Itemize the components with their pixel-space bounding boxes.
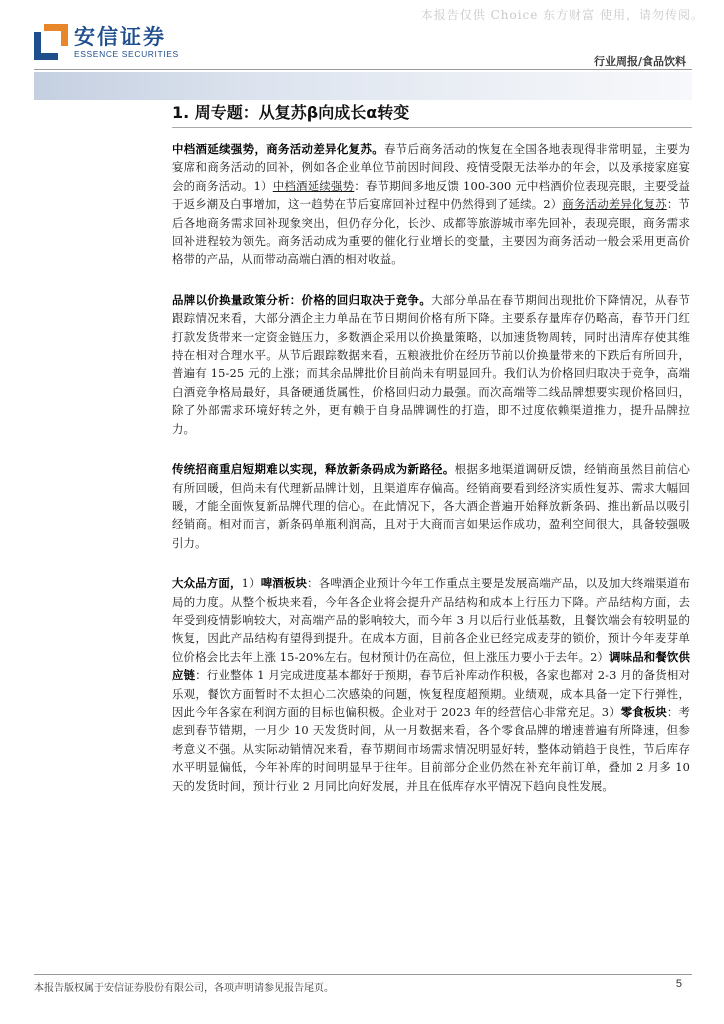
paragraph xyxy=(172,460,690,552)
page-number: 5 xyxy=(675,978,682,990)
footer-disclaimer: 本报告版权属于安信证券股份有限公司，各项声明请参见报告尾页。 xyxy=(34,983,334,994)
watermark: 本报告仅供 Choice 东方财富 使用，请勿传阅。 xyxy=(420,8,704,22)
footer-divider xyxy=(34,974,692,975)
paragraph-lead: 传统招商重启短期难以实现，释放新条码成为新路径。 xyxy=(172,462,455,477)
bold-phrase: 啤酒板块 xyxy=(260,576,308,591)
paragraph xyxy=(172,291,690,438)
paragraph-text: ：节后各地商务需求回补现象突出，但仍存分化，长沙、成都等旅游城市率先回补，表现亮眼，商务需求回补进程较为领先。商务活动成为重要的催化行业增长的变量，主要因为商务活动一般会采用更高价格带的产品，从而带动高端白酒的相对收益。 xyxy=(172,197,690,267)
bold-phrase: 调味品和餐饮供应链 xyxy=(172,649,690,683)
title-band xyxy=(34,72,692,100)
paragraph-text: 1） xyxy=(241,576,261,591)
paragraph-text: 根据多地渠道调研反馈，经销商虽然目前信心有所回暖，但尚未有代理新品牌计划，且渠道库存偏高。经销商要看到经济实质性复苏、需求大幅回暖，才能全面恢复新品牌代理的信心。在此情况下，各大酒企普遍开始释放新条码、推出新品以吸引经销商。相对而言，新条码单瓶利润高，且对于大商而言如果运作成功，盈利空间很大，具备较强吸引力。 xyxy=(172,462,690,550)
paragraph xyxy=(172,140,690,269)
paragraph-lead: 中档酒延续强势，商务活动差异化复苏。 xyxy=(172,142,385,156)
logo-name-en: ESSENCE SECURITIES xyxy=(74,48,179,59)
paragraph-lead: 大众品方面， xyxy=(172,576,242,591)
report-type: 行业周报/食品饮料 xyxy=(593,55,686,68)
paragraph-text: ：春节期间多地反馈 100-300 元中档酒价位表现亮眼，主要受益于返乡潮及白事增加，这一趋势在节后宴席回补过程中仍然得到了延续。2） xyxy=(172,178,690,212)
paragraph xyxy=(172,574,690,795)
paragraph-text: ：考虑到春节错期，一月少 10 天发货时间，从一月数据来看，各个零食品牌的增速普遍有所降速，但参考意义不强。从实际动销情况来看，春节期间市场需求情况明显好转，整体动销趋于良性，节后库存水平明显偏低，今年补库的时间明显早于往年。目前部分企业仍然在补充年前订单，叠加 2 月多 10 天的发货时间，预计行业 2 月同比向好发展，并且在低库存水平情况下趋向良性发展。 xyxy=(172,704,690,793)
section-title-divider xyxy=(172,127,692,128)
paragraph-lead: 品牌以价换量政策分析：价格的回归取决于竞争。 xyxy=(172,292,432,307)
paragraph-text: 大部分单品在春节期间出现批价下降情况，从春节跟踪情况来看，大部分酒企主力单品在节日期间价格有所下降。主要系存量库存仍略高，春节开门红打款发货带来一定资金链压力，多数酒企采用以价换量策略，以加速货物周转，同时出清库存使其维持在相对合理水平。从节后跟踪数据来看，五粮液批价在经历节前以价换量带来的下跌后有所回升，普遍有 15-25 元的上涨；而其余品牌批价目前尚未有明显回升。我们认为价格回归取决于竞争，高端白酒竞争格局最好，具备硬通货属性，价格回归动力最强。而次高端等二线品牌想要实现价格回归，除了外部需求环境好转之外，更有赖于自身品牌调性的打造，即不过度依赖渠道推力，提升品牌拉力。 xyxy=(172,292,690,436)
underlined-phrase: 商务活动差异化复苏 xyxy=(562,197,667,212)
section-title: 1. 周专题：从复苏β向成长α转变 xyxy=(172,103,410,122)
paragraph-text: ：各啤酒企业预计今年工作重点主要是发展高端产品，以及加大终端渠道布局的力度。从整个板块来看，今年各企业将会提升产品结构和成本上行压力下降。产品结构方面，去年受到疫情影响较大，对高端产品的影响较大，而今年 3 月以后行业低基数，且餐饮端会有较明显的恢复，因此产品结构有望得到提升。在成本方面，目前各企业已经完成麦芽的锁价，预计今年麦芽单位价格会比去年上涨 15-20%左右。包材预计仍在高位，但上涨压力要小于去年。2） xyxy=(172,576,690,664)
logo-mark-icon xyxy=(34,24,68,60)
paragraph-text: 春节后商务活动的恢复在全国各地表现得非常明显，主要为宴席和商务活动的回补，例如各企业单位节前因时间段、疫情受限无法举办的年会，以及承接家庭宴会的商务活动。1） xyxy=(172,142,691,193)
company-logo xyxy=(34,24,179,60)
logo-name-cn: 安信证券 xyxy=(74,24,166,49)
body-text xyxy=(172,140,690,817)
header-divider xyxy=(34,69,692,70)
bold-phrase: 零食板块 xyxy=(620,704,667,719)
underlined-phrase: 中档酒延续强势 xyxy=(272,178,355,193)
paragraph-text: ：行业整体 1 月完成进度基本都好于预期，春节后补库动作积极，各家也都对 2-3 月的备货相对乐观，餐饮方面暂时不太担心二次感染的问题，恢复程度超预期。业绩观，成本具备一定下行弹性，因此今年各家在利润方面的目标也偏积极。企业对于 2023 年的经营信心非常充足。3） xyxy=(172,668,690,719)
